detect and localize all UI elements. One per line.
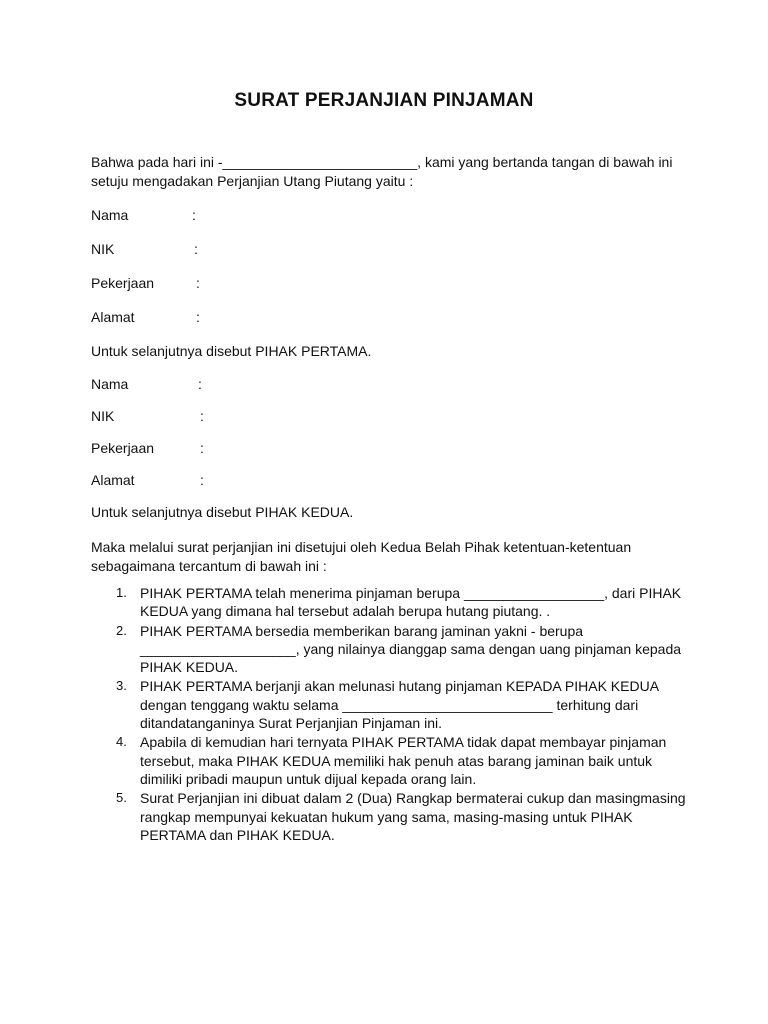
- clause-number: 4.: [116, 734, 127, 750]
- clause-text: PIHAK PERTAMA bersedia memberikan barang jaminan yakni - berupa ____________________, yang nilainya dianggap sama dengan uang pinjaman kepada PIHAK KEDUA.: [140, 622, 682, 676]
- field-colon: :: [192, 207, 196, 223]
- field-colon: :: [194, 241, 198, 257]
- party2-field-alamat: [91, 471, 204, 490]
- list-item: [116, 677, 691, 732]
- field-colon: :: [196, 309, 200, 325]
- party2-field-pekerjaan: [91, 439, 204, 458]
- agreement-intro: Maka melalui surat perjanjian ini disetujui oleh Kedua Belah Pihak ketentuan-ketentuan sebagaimana tercantum di bawah ini :: [91, 539, 632, 574]
- list-item: [116, 622, 691, 677]
- list-item: [116, 584, 691, 621]
- field-label: Nama: [91, 207, 129, 223]
- field-colon: :: [200, 408, 204, 424]
- clause-text: Surat Perjanjian ini dibuat dalam 2 (Dua) Rangkap bermaterai cukup dan masingmasing rangkap mempunyai kekuatan hukum yang sama, masing-masing untuk PIHAK PERTAMA dan PIHAK KEDUA.: [140, 790, 686, 843]
- party2-note: Untuk selanjutnya disebut PIHAK KEDUA.: [91, 504, 354, 520]
- field-colon: :: [200, 440, 204, 456]
- clause-text: PIHAK PERTAMA telah menerima pinjaman berupa __________________, dari PIHAK KEDUA yang dimana hal tersebut adalah berupa hutang piutang. .: [140, 585, 682, 620]
- field-label: NIK: [91, 408, 115, 424]
- clause-text: Apabila di kemudian hari ternyata PIHAK PERTAMA tidak dapat membayar pinjaman tersebut, maka PIHAK KEDUA memiliki hak penuh atas barang jaminan baik untuk dimiliki pribadi maupun untuk dijual kepada orang lain.: [140, 734, 667, 787]
- clause-text: PIHAK PERTAMA berjanji akan melunasi hutang pinjaman KEPADA PIHAK KEDUA dengan tenggang waktu selama ___________________________ terhitung dari ditandatanganinya Surat Perjanjian Pinjaman ini.: [140, 678, 659, 732]
- party1-field-pekerjaan: [91, 274, 200, 293]
- clause-list: [116, 584, 691, 845]
- field-colon: :: [200, 472, 204, 488]
- party1-note: Untuk selanjutnya disebut PIHAK PERTAMA.: [91, 343, 372, 359]
- document-title: SURAT PERJANJIAN PINJAMAN: [234, 90, 534, 111]
- field-label: NIK: [91, 241, 115, 257]
- field-label: Nama: [91, 376, 129, 392]
- field-label: Pekerjaan: [91, 275, 155, 291]
- party1-field-nik: [91, 240, 198, 259]
- list-item: [116, 789, 691, 844]
- clause-number: 2.: [116, 622, 127, 638]
- field-label: Pekerjaan: [91, 440, 155, 456]
- list-item: [116, 733, 691, 788]
- field-label: Alamat: [91, 472, 135, 488]
- clause-number: 5.: [116, 790, 127, 806]
- field-label: Alamat: [91, 309, 135, 325]
- field-colon: :: [196, 275, 200, 291]
- clause-number: 1.: [116, 585, 127, 600]
- party1-field-name: [91, 206, 196, 225]
- party2-field-name: [91, 375, 202, 394]
- party2-field-nik: [91, 407, 204, 426]
- party1-field-alamat: [91, 308, 200, 327]
- clause-number: 3.: [116, 678, 127, 694]
- field-colon: :: [198, 376, 202, 392]
- intro-paragraph: Bahwa pada hari ini -_________________________, kami yang bertanda tangan di bawah ini setuju mengadakan Perjanjian Utang Piutang yaitu :: [91, 154, 673, 189]
